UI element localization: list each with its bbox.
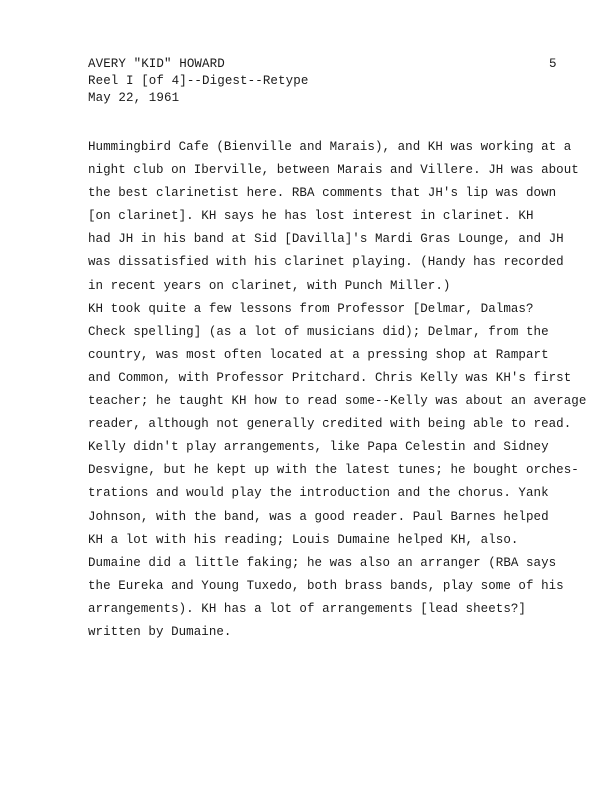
body-line: KH a lot with his reading; Louis Dumaine helped KH, also. [88, 532, 519, 547]
body-line: Johnson, with the band, was a good reader. Paul Barnes helped [88, 509, 549, 524]
document-body [88, 136, 587, 644]
body-line: [on clarinet]. KH says he has lost interest in clarinet. KH [88, 209, 534, 224]
body-line: had JH in his band at Sid [Davilla]'s Mardi Gras Lounge, and JH [88, 232, 564, 247]
body-line: the best clarinetist here. RBA comments that JH's lip was down [88, 186, 557, 201]
body-line: Hummingbird Cafe (Bienville and Marais), and KH was working at a [88, 140, 572, 154]
body-line: teacher; he taught KH how to read some--Kelly was about an average [88, 394, 587, 409]
document-header [88, 56, 308, 107]
body-line: Desvigne, but he kept up with the latest tunes; he bought orches- [88, 463, 579, 478]
body-line: the Eureka and Young Tuxedo, both brass bands, play some of his [88, 578, 564, 593]
body-line: trations and would play the introduction and the chorus. Yank [88, 486, 549, 501]
body-line: Dumaine did a little faking; he was also an arranger (RBA says [88, 555, 557, 570]
body-line: KH took quite a few lessons from Professor [Delmar, Dalmas? [88, 301, 534, 316]
header-reel: Reel I [of 4]--Digest--Retype [88, 74, 309, 88]
page-number: 5 [549, 57, 557, 71]
header-title: AVERY "KID" HOWARD [88, 57, 225, 71]
body-line: written by Dumaine. [88, 624, 232, 639]
header-date: May 22, 1961 [88, 91, 180, 105]
body-line: and Common, with Professor Pritchard. Chris Kelly was KH's first [88, 370, 572, 385]
body-line: country, was most often located at a pressing shop at Rampart [88, 347, 549, 362]
body-line: Kelly didn't play arrangements, like Papa Celestin and Sidney [88, 440, 549, 455]
body-line: night club on Iberville, between Marais and Villere. JH was about [88, 163, 579, 178]
body-line: arrangements). KH has a lot of arrangements [lead sheets?] [88, 601, 526, 616]
body-line: Check spelling] (as a lot of musicians did); Delmar, from the [88, 324, 549, 339]
body-line: in recent years on clarinet, with Punch Miller.) [88, 278, 451, 293]
body-line: was dissatisfied with his clarinet playing. (Handy has recorded [88, 255, 564, 270]
body-line: reader, although not generally credited with being able to read. [88, 417, 572, 432]
